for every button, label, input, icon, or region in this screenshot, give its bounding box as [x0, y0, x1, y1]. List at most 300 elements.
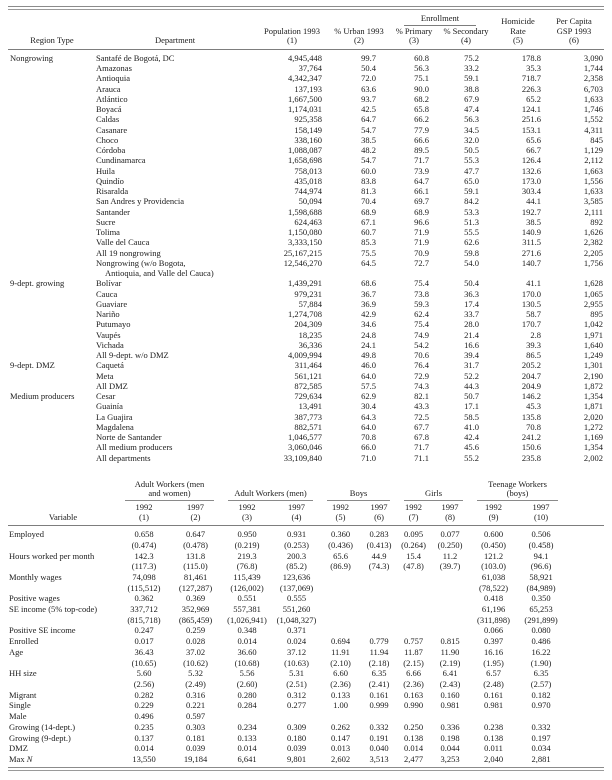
department-name: All medium producers	[96, 442, 173, 453]
sd-value-cell: (0.458)	[528, 539, 554, 550]
sd-value-cell: (39.7)	[439, 561, 461, 572]
table-row	[8, 135, 604, 145]
mean-value-cell: 0.161	[369, 689, 389, 700]
table-row	[8, 63, 604, 73]
mean-value-cell: 0.990	[403, 700, 424, 711]
value-cell: 1,065	[583, 288, 603, 299]
region-type-cell	[8, 299, 96, 309]
value-cell: 170.7	[521, 319, 541, 330]
mean-value-cell: 0.282	[134, 689, 154, 700]
mean-value-cell: 0.163	[403, 689, 424, 700]
mean-value-cell: 6.60	[333, 668, 348, 679]
mean-value-cell: 0.160	[440, 689, 460, 700]
table-row	[8, 350, 604, 360]
value-cell: 96.6	[414, 216, 429, 227]
value-cell: 251.6	[521, 114, 541, 125]
region-type-cell	[8, 237, 96, 247]
value-cell: 3,585	[583, 196, 603, 207]
table-row	[8, 711, 604, 722]
mean-value-cell: 9,801	[286, 753, 307, 764]
value-cell: 65.2	[526, 93, 541, 104]
mean-value-cell: 0.229	[134, 700, 154, 711]
mean-value-cell: 0.034	[531, 743, 551, 754]
mean-value-cell: 0.418	[483, 593, 504, 604]
value-cell: 39.4	[464, 350, 479, 361]
variable-label-cell: SE income (5% top-code)	[9, 604, 98, 615]
mean-value-cell: 2,477	[403, 753, 424, 764]
mean-value-cell: 0.181	[185, 732, 206, 743]
variable-label-cell: HH size	[9, 668, 37, 679]
row-spacer	[565, 690, 604, 701]
department-name-wrap: Antioquia, and Valle del Cauca)	[105, 268, 214, 279]
region-type-cell	[8, 442, 96, 452]
mean-value-cell: 0.014	[403, 743, 424, 754]
mean-value-cell: 58,921	[529, 571, 553, 582]
mean-value-cell	[320, 625, 361, 636]
sd-value-cell: (115.0)	[183, 561, 208, 572]
mean-value-cell: 0.362	[134, 593, 154, 604]
worker-group-label	[397, 489, 470, 499]
table-row	[8, 647, 604, 658]
departments-table-header	[8, 12, 604, 49]
table-row	[8, 733, 604, 744]
sd-value-cell: (74.3)	[368, 561, 390, 572]
value-cell: 387,773	[294, 411, 322, 422]
value-cell: 62.6	[464, 237, 479, 248]
mean-value-cell: 0.496	[134, 711, 154, 722]
department-cell	[96, 371, 254, 381]
value-cell: 56.3	[414, 63, 429, 74]
sd-value-cell: (76.8)	[236, 561, 258, 572]
value-cell: 126.4	[521, 155, 541, 166]
value-cell: 66.1	[414, 186, 429, 197]
value-cell: 71.1	[414, 452, 429, 463]
value-cell: 624,463	[294, 216, 322, 227]
mean-value-cell: 0.303	[185, 721, 206, 732]
mean-value-cell: 1.00	[333, 700, 348, 711]
mean-value-cell	[320, 593, 361, 604]
mean-value-cell: 0.221	[185, 700, 206, 711]
mean-value-cell: 16.22	[531, 646, 551, 657]
mean-value-cell: 0.597	[185, 711, 206, 722]
mean-value-cell: 219.3	[237, 550, 257, 561]
sd-value-cell: (2.60)	[236, 679, 258, 689]
value-cell: 718.7	[521, 73, 541, 84]
mean-value-cell: 5.56	[239, 668, 255, 679]
row-spacer	[565, 668, 604, 679]
mean-value-cell: 6.35	[371, 668, 387, 679]
year-label: 1992	[135, 501, 153, 512]
value-cell: 1,552	[583, 114, 603, 125]
mean-value-cell: 0.044	[440, 743, 460, 754]
mean-value-cell: 2,881	[531, 753, 551, 764]
region-type-cell: 9-dept. growing	[10, 278, 65, 289]
mean-value-cell	[470, 711, 517, 722]
table-row	[8, 217, 604, 227]
value-cell: 50,094	[298, 196, 322, 207]
table-row	[8, 176, 604, 186]
sd-value-cell	[397, 583, 430, 594]
worker-group-label	[118, 480, 221, 499]
mean-value-cell: 0.080	[531, 625, 551, 636]
mean-value-cell: 37.12	[286, 646, 307, 657]
department-name: Arauca	[96, 83, 121, 94]
mean-value-cell: 6.35	[533, 668, 549, 679]
sd-value-cell: (2.18)	[368, 657, 390, 668]
table-row	[8, 700, 604, 711]
department-name: Santafé de Bogotá, DC	[96, 52, 175, 63]
mean-value-cell: 0.312	[286, 689, 307, 700]
department-name: All 19 nongrowing	[96, 247, 161, 258]
table-row-sd	[8, 540, 604, 551]
mean-value-cell: 0.077	[440, 529, 460, 540]
table-row	[8, 754, 604, 765]
mean-value-cell: 0.284	[237, 700, 257, 711]
mean-value-cell	[320, 604, 361, 615]
region-type-cell	[8, 73, 96, 83]
value-cell: 21.4	[464, 329, 479, 340]
value-cell: 81.3	[361, 186, 376, 197]
year-label: 1997	[187, 501, 204, 512]
department-cell	[96, 237, 254, 247]
value-cell: 758,013	[294, 165, 322, 176]
table-row	[8, 207, 604, 217]
department-cell	[96, 186, 254, 196]
table-row	[8, 309, 604, 319]
variable-label-cell	[8, 679, 118, 690]
region-type-cell	[8, 401, 96, 411]
sd-value-cell: (815,718)	[127, 614, 161, 625]
year-label: 1997	[441, 501, 459, 512]
value-cell: 1,088,087	[288, 145, 322, 156]
department-name: Nongrowing (w/o Bogota,	[96, 257, 186, 268]
value-cell: 3,333,150	[288, 237, 322, 248]
value-cell: 75.5	[361, 247, 376, 258]
value-cell: 130.5	[521, 298, 541, 309]
region-type-cell	[8, 114, 96, 124]
sd-value-cell	[361, 583, 397, 594]
value-cell: 83.8	[361, 175, 376, 186]
value-cell: 2,111	[584, 206, 603, 217]
department-name: Santander	[96, 206, 130, 217]
urban-header: % Urban 1993 (2)	[330, 12, 388, 49]
sd-value-cell: (2.49)	[185, 679, 206, 689]
mean-value-cell: 5.31	[289, 668, 304, 679]
department-cell	[96, 104, 254, 114]
sd-value-cell: (47.8)	[403, 561, 424, 572]
region-type-cell	[8, 227, 96, 237]
value-cell: 173.0	[521, 175, 541, 186]
variable-label-cell: Positive SE income	[9, 625, 76, 636]
table-row-sd	[8, 561, 604, 572]
worker-group-header	[320, 480, 397, 501]
value-cell: 35.3	[526, 63, 541, 74]
year-column-header	[118, 501, 170, 526]
mean-value-cell	[430, 593, 470, 604]
value-cell: 34.6	[361, 319, 376, 330]
department-cell	[96, 381, 254, 391]
sd-value-cell: (0.264)	[401, 539, 426, 550]
worker-group-label-line: Boys	[349, 488, 368, 499]
variable-label-cell: Single	[9, 700, 31, 711]
table-row	[8, 453, 604, 463]
department-name: Nariño	[96, 309, 120, 320]
value-cell: 1,658,698	[288, 155, 322, 166]
row-spacer	[565, 722, 604, 733]
mean-value-cell: 0.198	[440, 732, 460, 743]
mean-value-cell: 0.757	[403, 636, 424, 647]
table-row	[8, 94, 604, 104]
value-cell: 18,235	[298, 329, 322, 340]
value-cell: 93.7	[361, 93, 376, 104]
mean-value-cell	[320, 711, 361, 722]
department-name: Magdalena	[96, 421, 134, 432]
worker-group-label	[221, 489, 320, 499]
mean-value-cell	[397, 711, 430, 722]
sd-value-cell	[430, 583, 470, 594]
table-row	[8, 391, 604, 401]
table-row	[8, 593, 604, 604]
sd-value-cell: (1.95)	[483, 657, 504, 668]
mean-value-cell	[273, 711, 320, 722]
mean-value-cell: 5.32	[188, 668, 203, 679]
mean-value-cell: 6,641	[237, 753, 257, 764]
value-cell: 47.7	[464, 165, 479, 176]
table-row	[8, 278, 604, 288]
value-cell: 204.9	[521, 380, 541, 391]
region-type-cell	[8, 155, 96, 165]
table-row	[8, 196, 604, 206]
value-cell: 72.0	[361, 73, 376, 84]
value-cell: 46.0	[361, 360, 376, 371]
mean-value-cell	[361, 572, 397, 583]
mean-value-cell: 11.94	[369, 646, 389, 657]
value-cell: 75.2	[464, 52, 479, 63]
value-cell: 54.7	[361, 155, 376, 166]
mean-value-cell: 0.316	[185, 689, 206, 700]
mean-value-cell: 0.970	[531, 700, 551, 711]
table-row	[8, 104, 604, 114]
variable-label-cell	[8, 615, 118, 626]
table-row	[8, 145, 604, 155]
sd-value-cell: (2.15)	[403, 657, 424, 668]
region-type-cell	[8, 207, 96, 217]
mean-value-cell: 3,253	[440, 753, 460, 764]
department-cell	[96, 196, 254, 206]
value-cell: 1,640	[583, 339, 603, 350]
sd-value-cell: (2.51)	[286, 679, 307, 689]
worker-group-label-line: (boys)	[506, 488, 529, 499]
value-cell: 1,626	[583, 227, 603, 238]
per-capita-gsp-header: Per Capita GSP 1993 (6)	[544, 12, 604, 49]
table-row	[8, 722, 604, 733]
mean-value-cell: 61,196	[481, 604, 506, 615]
worker-group-label-line: Teenage Workers	[488, 478, 547, 489]
value-cell: 1,667,500	[288, 93, 322, 104]
value-cell: 64.0	[361, 370, 376, 381]
table-row	[8, 381, 604, 391]
value-cell: 60.8	[414, 52, 429, 63]
sd-value-cell: (311,898)	[477, 614, 511, 625]
value-cell: 235.8	[521, 452, 541, 463]
region-type-cell	[8, 135, 96, 145]
value-cell: 68.6	[361, 278, 376, 289]
variable-label-cell	[8, 561, 118, 572]
value-cell: 1,354	[583, 442, 603, 453]
value-cell: 59.1	[464, 73, 479, 84]
value-cell: 77.9	[414, 124, 429, 135]
department-cell	[96, 73, 254, 83]
mean-value-cell: 36.60	[237, 646, 257, 657]
mean-value-cell: 0.014	[237, 743, 257, 754]
worker-groups-row	[8, 480, 604, 501]
value-cell: 1,174,031	[288, 104, 322, 115]
year-label: 1992	[238, 501, 256, 512]
mean-value-cell: 44.9	[371, 550, 387, 561]
sd-value-cell: (10.62)	[183, 657, 208, 668]
mean-value-cell: 142.3	[134, 550, 154, 561]
row-spacer	[565, 615, 604, 626]
worker-group-header	[397, 480, 470, 501]
table-row	[8, 401, 604, 411]
sd-value-cell: (2.57)	[530, 679, 552, 689]
mean-value-cell: 0.551	[237, 593, 257, 604]
value-cell: 71.0	[361, 452, 376, 463]
table-row	[8, 289, 604, 299]
mean-value-cell: 19,184	[183, 753, 208, 764]
year-column-header	[221, 501, 273, 526]
value-cell: 54.7	[361, 124, 376, 135]
mean-value-cell	[397, 593, 430, 604]
sd-value-cell: (1.90)	[530, 657, 552, 668]
value-cell: 42.9	[361, 309, 376, 320]
region-type-cell: 9-dept. DMZ	[10, 360, 55, 371]
variable-label-cell: Max N	[9, 753, 33, 764]
value-cell: 54.2	[414, 339, 429, 350]
statistics-table-header	[8, 480, 604, 526]
value-cell: 3,090	[583, 52, 603, 63]
mean-value-cell: 0.013	[330, 743, 351, 754]
value-cell: 65.6	[526, 134, 541, 145]
value-cell: 150.6	[521, 442, 541, 453]
department-name: Cauca	[96, 288, 118, 299]
value-cell: 3,060,046	[288, 442, 322, 453]
table-row	[8, 636, 604, 647]
department-cell	[96, 217, 254, 227]
department-name: Guaviare	[96, 298, 128, 309]
department-name: Antioquia	[96, 73, 130, 84]
secondary-header: % Secondary (4)	[443, 25, 489, 46]
table-row	[8, 49, 604, 63]
table-row	[8, 73, 604, 83]
region-type-cell	[8, 176, 96, 186]
department-cell	[96, 319, 254, 329]
worker-group-label-line: and women)	[148, 488, 191, 499]
department-cell	[96, 412, 254, 422]
year-column-header	[320, 501, 361, 526]
mean-value-cell: 121.2	[483, 550, 504, 561]
mean-value-cell: 6.41	[442, 668, 458, 679]
value-cell: 71.9	[414, 237, 429, 248]
value-cell: 44.1	[526, 196, 541, 207]
department-cell	[96, 49, 254, 63]
departments-table-body	[8, 49, 604, 463]
value-cell: 137,193	[294, 83, 322, 94]
department-cell	[96, 258, 254, 279]
sd-value-cell: (0.450)	[481, 539, 506, 550]
mean-value-cell: 0.371	[286, 625, 307, 636]
mean-value-cell: 0.095	[403, 529, 424, 540]
table-row	[8, 625, 604, 636]
value-cell: 36.9	[361, 298, 376, 309]
worker-group-label	[320, 489, 397, 499]
department-name: Boyacá	[96, 104, 122, 115]
column-number: (6)	[374, 511, 384, 522]
table-row	[8, 319, 604, 329]
value-cell: 70.6	[414, 350, 429, 361]
mean-value-cell: 0.647	[185, 529, 206, 540]
department-cell	[96, 155, 254, 165]
value-cell: 1,042	[583, 319, 603, 330]
sd-value-cell: (117.3)	[131, 561, 157, 572]
region-type-cell: Medium producers	[10, 391, 75, 402]
summary-statistics-table	[8, 480, 604, 765]
mean-value-cell: 557,381	[233, 604, 261, 615]
sd-value-cell: (96.6)	[530, 561, 552, 572]
department-cell	[96, 227, 254, 237]
department-cell	[96, 145, 254, 155]
year-column-header	[470, 501, 517, 526]
value-cell: 89.5	[414, 145, 429, 156]
table-row	[8, 186, 604, 196]
value-cell: 32.0	[464, 134, 479, 145]
table-row	[8, 237, 604, 247]
mean-value-cell: 0.931	[286, 529, 307, 540]
sd-value-cell: (865,459)	[178, 614, 213, 625]
value-cell: 38.5	[361, 134, 376, 145]
value-cell: 1,354	[583, 391, 603, 402]
value-cell: 1,663	[583, 165, 603, 176]
value-cell: 1,628	[583, 278, 603, 289]
sd-value-cell	[320, 583, 361, 594]
mean-value-cell: 551,260	[282, 604, 311, 615]
mean-value-cell: 15.4	[406, 550, 421, 561]
table-row	[8, 125, 604, 135]
value-cell: 64.5	[361, 257, 376, 268]
value-cell: 435,018	[294, 175, 322, 186]
sd-value-cell: (2.10)	[330, 657, 351, 668]
mean-value-cell	[361, 604, 397, 615]
mean-value-cell	[430, 604, 470, 615]
value-cell: 4,342,347	[288, 73, 322, 84]
region-type-cell	[8, 125, 96, 135]
variable-label-cell	[8, 658, 118, 669]
sd-value-cell	[430, 615, 470, 626]
variable-label-cell: Migrant	[9, 689, 37, 700]
value-cell: 67.7	[414, 421, 429, 432]
worker-group-header	[470, 480, 565, 501]
value-cell: 47.4	[464, 104, 479, 115]
mean-value-cell: 61,038	[481, 571, 506, 582]
value-cell: 33,109,840	[283, 452, 322, 463]
column-number: (2)	[190, 511, 201, 522]
sd-value-cell: (0.250)	[437, 539, 463, 550]
region-type-cell	[8, 319, 96, 329]
mean-value-cell: 0.309	[286, 721, 307, 732]
value-cell: 1,129	[583, 145, 603, 156]
mean-value-cell: 2,602	[330, 753, 351, 764]
value-cell: 43.3	[414, 401, 429, 412]
